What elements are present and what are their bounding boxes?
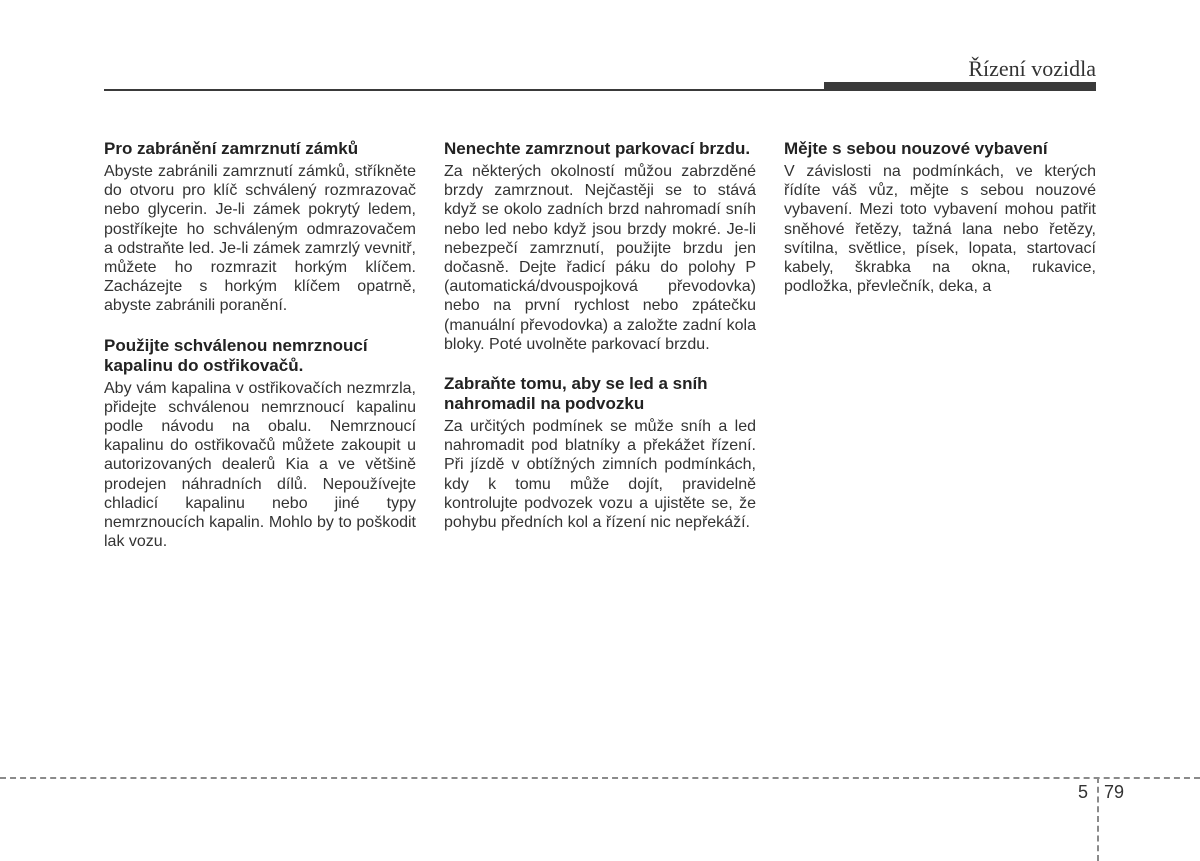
section-body: Abyste zabránili zamrznutí zámků, stříkněte do otvoru pro klíč schválený rozmrazovač nebo glycerin. Je-li zámek pokrytý ledem, postříkejte ho schváleným odmrazovačem a odstraňte led. Je-li zámek zamrzlý vevnitř, můžete ho rozmrazit horkým klíčem. Zacházejte s horkým klíčem opatrně, abyste zabránili poranění. — [104, 163, 416, 315]
section-heading: Nenechte zamrznout parkovací brzdu. — [444, 139, 751, 158]
chapter-number: 5 — [1078, 782, 1089, 802]
section-body: Za některých okolností můžou zabrzděné brzdy zamrznout. Nejčastěji se to stává když se okolo zadních brzd nahromadí sníh nebo led nebo když jsou brzdy mokré. Je-li nebezpečí zamrznutí, použijte brzdu jen dočasně. Dejte řadicí páku do polohy P (automatická/dvouspojková převodovka) nebo na první rychlost nebo zpátečku (manuální převodovka) a založte zadní kola bloky. Poté uvolněte parkovací brzdu. — [444, 163, 756, 353]
section-emergency-equipment — [784, 139, 1096, 296]
footer-divider — [0, 777, 1200, 779]
footer-vertical-divider — [1097, 777, 1099, 861]
column-right — [784, 139, 1096, 316]
page-number: 79 — [1104, 782, 1125, 802]
section-lock-freezing — [104, 139, 416, 316]
section-body: V závislosti na podmínkách, ve kterých řídíte váš vůz, mějte s sebou nouzové vybavení. Mezi toto vybavení mohou patřit sněhové řetězy, tažná lana nebo řetězy, svítilna, světlice, písek, lopata, startovací kabely, škrabka na okna, rukavice, podložka, převlečník, deka, a — [784, 163, 1096, 296]
section-parking-brake — [444, 139, 756, 354]
section-body: Za určitých podmínek se může sníh a led nahromadit pod blatníky a překážet řízení. Při jízdě v obtížných zimních podmínkách, kdy k tomu může dojít, pravidelně kontrolujte podvozek vozu a ujistěte se, že pohybu předních kol a řízení nic nepřekáží. — [444, 418, 756, 532]
column-left — [104, 139, 416, 571]
column-middle — [444, 139, 756, 552]
chapter-title: Řízení vozidla — [968, 56, 1096, 81]
section-heading: Zabraňte tomu, aby se led a sníh nahromadil na podvozku — [444, 374, 708, 414]
section-washer-fluid — [104, 336, 416, 552]
section-heading: Mějte s sebou nouzové vybavení — [784, 139, 1048, 158]
section-heading: Pro zabránění zamrznutí zámků — [104, 139, 359, 158]
section-undercarriage-ice — [444, 374, 756, 532]
section-heading: Použijte schválenou nemrznoucí kapalinu do ostřikovačů. — [104, 335, 368, 375]
section-body: Aby vám kapalina v ostřikovačích nezmrzla, přidejte schválenou nemrznoucí kapalinu podle návodu na obalu. Nemrznoucí kapalinu do ostřikovačů můžete zakoupit u autorizovaných dealerů Kia a ve většině prodejen náhradních dílů. Nepoužívejte chladicí kapalinu nebo jiné typy nemrznoucích kapalin. Mohlo by to poškodit lak vozu. — [104, 379, 416, 551]
header-accent-bar — [824, 82, 1096, 90]
